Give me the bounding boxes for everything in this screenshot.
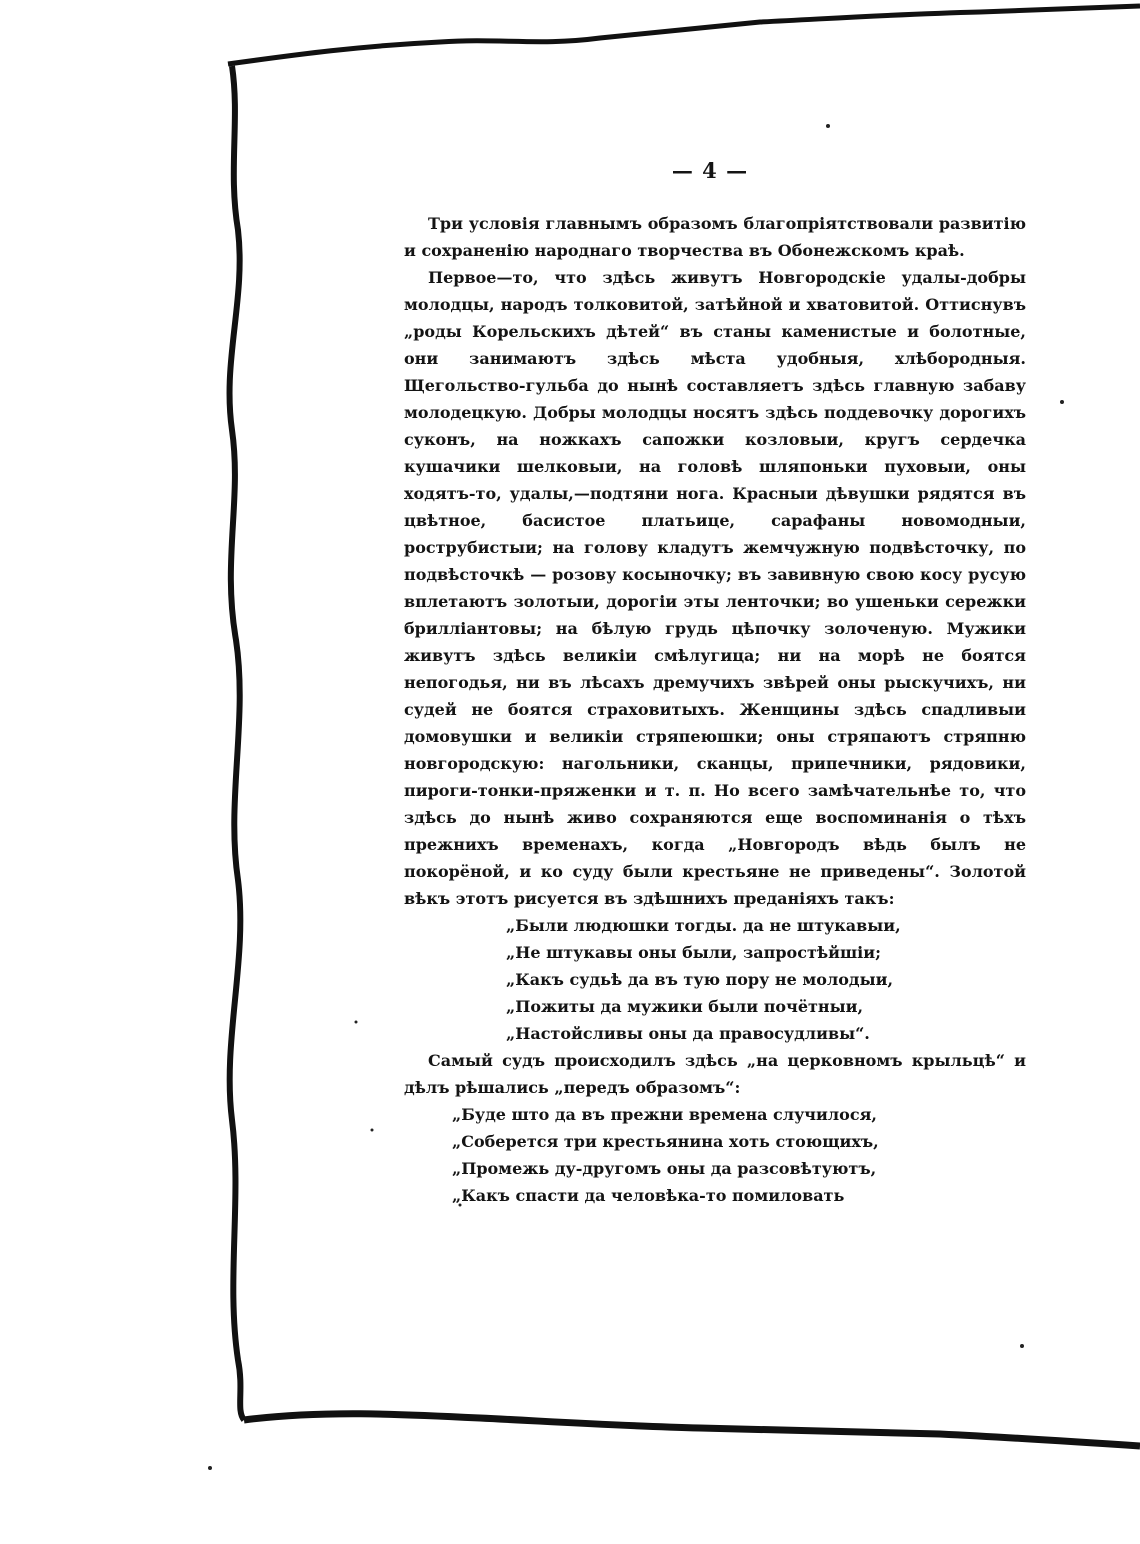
text-column (404, 210, 1026, 1209)
paragraph-3: Самый судъ происходилъ здѣсь „на церковномъ крыльцѣ“ и дѣлъ рѣшались „передъ образомъ“: (404, 1051, 1026, 1097)
verse-block-1 (404, 912, 1026, 1047)
paragraph-1: Три условія главнымъ образомъ благопріятствовали развитію и сохраненію народнаго творчества въ Обонежскомъ краѣ. (404, 214, 1026, 260)
verse-line: „Пожиты да мужики были почётныи, (506, 997, 864, 1016)
paragraph-2: Первое—то, что здѣсь живутъ Новгородскіе удалы-добры молодцы, народъ толковитой, затѣйной и хватовитой. Оттиснувъ „роды Корельскихъ дѣтей“ въ станы каменистые и болотные, они занимаютъ здѣсь мѣста удобныя, хлѣбородныя. Щегольство-гульба до нынѣ составляетъ здѣсь главную забаву молодецкую. Добры молодцы носятъ здѣсь поддевочку дорогихъ суконъ, на ножкахъ сапожки козловыи, кругъ сердечка кушачики шелковыи, на головѣ шляпоньки пуховыи, оны ходятъ-то, удалы,—подтяни нога. Красныи дѣвушки рядятся въ цвѣтное, басистое платьице, сарафаны новомодныи, рострубистыи; на голову кладутъ жемчужную подвѣсточку, по подвѣсточкѣ — розову косыночку; въ завивную свою косу русую вплетаютъ золотыи, дорогіи эты ленточки; во ушеньки сережки бриллiантовы; на бѣлую грудь цѣпочку золоченую. Мужики живутъ здѣсь великіи смѣлугица; ни на морѣ не боятся непогодья, ни въ лѣсахъ дремучихъ звѣрей оны рыскучихъ, ни судей не боятся страховитыхъ. Женщины здѣсь спадливыи домовушки и великіи стряпеюшки; оны стряпаютъ стряпню новгородскую: нагольники, сканцы, припечники, рядовики, пироги-тонки-пряженки и т. п. Но всего замѣчательнѣе то, что здѣсь до нынѣ живо сохраняются еще воспоминанія о тѣхъ прежнихъ временахъ, когда „Новгородъ вѣдь былъ не покорёной, и ко суду были крестьяне не приведены“. Золотой вѣкъ этотъ рисуется въ здѣшнихъ преданіяхъ такъ: (404, 268, 1026, 908)
verse-line: „Были людюшки тогды. да не штукавыи, (506, 916, 901, 935)
verse-block-2 (404, 1101, 1026, 1209)
verse-line: „Какъ судьѣ да въ тую пору не молодыи, (506, 970, 894, 989)
verse-line: „Настойсливы оны да правосудливы“. (506, 1024, 870, 1043)
verse-line: „Соберется три крестьянина хоть стоющихъ, (452, 1132, 879, 1151)
verse-line: „Какъ спасти да человѣка-то помиловать (452, 1186, 845, 1205)
verse-line: „Промежь ду-другомъ оны да разсовѣтуютъ, (452, 1159, 877, 1178)
verse-line: „Не штукавы оны были, запростѣйшіи; (506, 943, 882, 962)
verse-line: „Буде што да въ прежни времена случилося, (452, 1105, 877, 1124)
page-number: — 4 — (671, 158, 749, 183)
